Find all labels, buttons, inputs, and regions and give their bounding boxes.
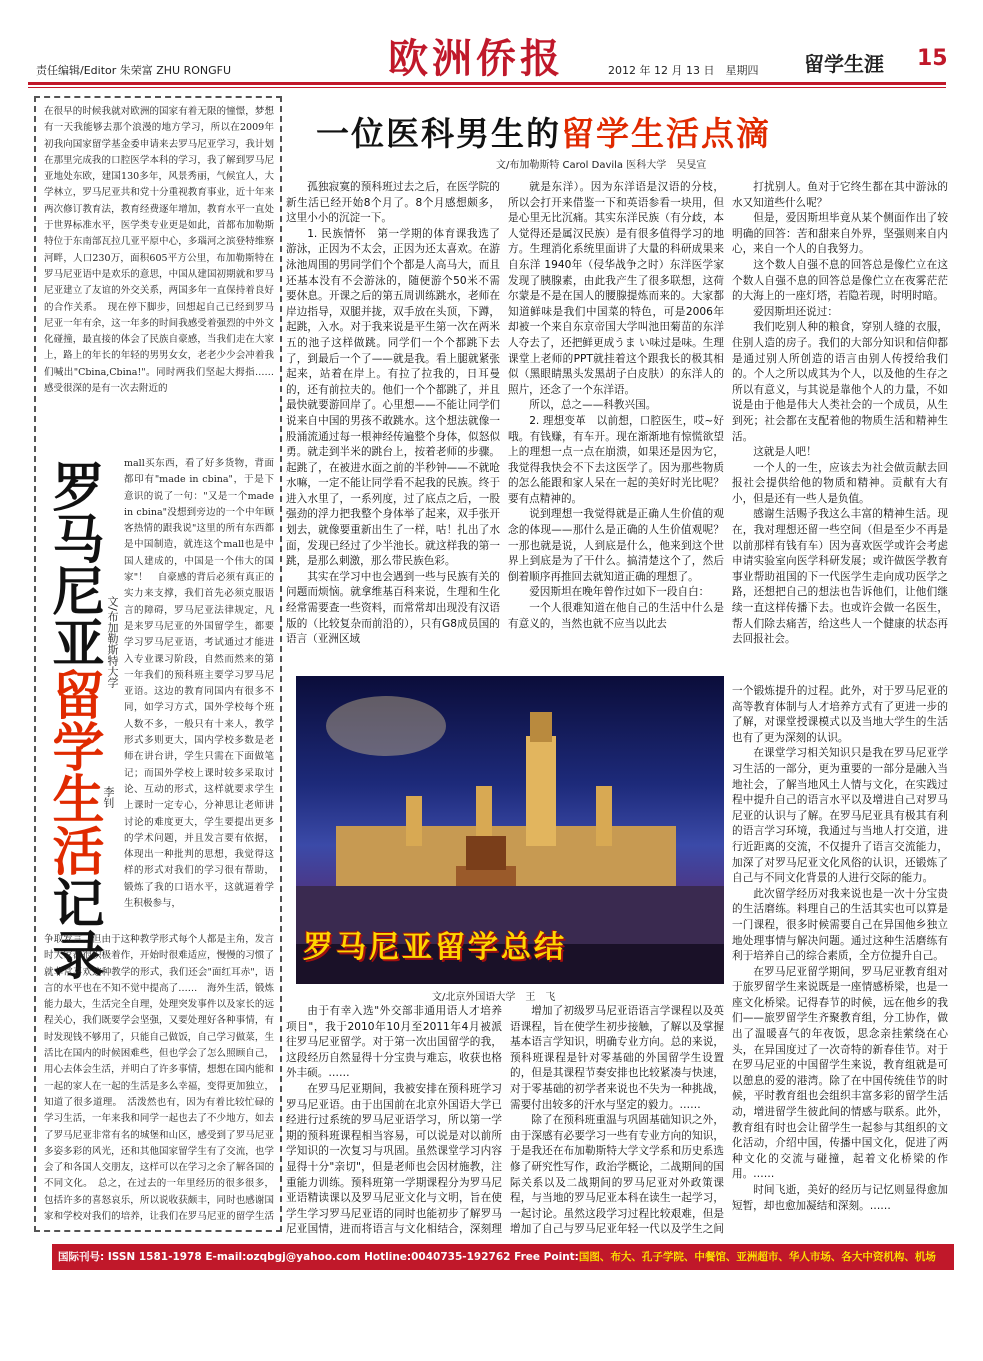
paragraph: 一个锻炼提升的过程。此外，对于罗马尼亚的高等教育体制与人才培养方式有了更进一步的了解，对课堂授课模式以及当地大学生的生活也有了更为深刻的认识。 — [732, 685, 948, 744]
article1-column-1 — [286, 180, 500, 668]
paragraph: 在罗马尼亚留学期间，罗马尼亚教育组对于旅罗留学生来说既是一座情感桥梁，也是一座文化桥梁。记得春节的时候，远在他乡的我们——旅罗留学生齐聚教育组，分工协作，做出了温暖喜气的年夜饭，思念亲挂萦绕在心头，在异国度过了一次奇特的新春佳节。对于在罗马尼亚的中国留学生来说，教育组就是可以憩息的爱的港湾。除了在中国传统佳节的时候，平时教育组也会组织丰富多彩的留学生活动，增进留学生彼此间的情感与联系。此外，教育组有时也会让留学生一起参与其组织的文化活动，介绍中国，传播中国文化，促进了两种文化的交流与碰撞，起着文化桥梁的作用。…… — [732, 965, 948, 1181]
paragraph: 这就是人吧！ — [753, 446, 817, 459]
header-rule-thin — [28, 87, 946, 88]
paragraph: 所以，总之——科教兴国。 — [529, 399, 657, 412]
paragraph: 此次留学经历对我来说也是一次十分宝贵的生活磨练。料理自己的生活其实也可以算是一门课程，很多时候需要自己在异国他乡独立地处理事情与解决问题。通过这种生活磨练有利于培养自己的综合素质，全方位提升自己。 — [732, 887, 948, 963]
paragraph: 爱因斯坦还说过： — [753, 305, 838, 318]
paragraph: 2. 理想变革 以前想，口腔医生，哎~好哦。有钱赚，有车开。现在渐渐地有惊慌欲望上的理想一点一点在崩溃，如果还是因为它，我觉得我快会不下去这医学了。因为那些物质的怎么能跟和家人呆在一起的美好时光比呢？要有点精神的。 — [508, 414, 724, 505]
article2-column-1 — [286, 1004, 502, 1236]
paragraph: 除了在预科班重温与巩固基础知识之外，由于深感有必要学习一些有专业方向的知识，于是我还在布加勒斯特大学文学系和历史系选修了研究性写作，政治学概论，二战期间的国际关系以及二战期间的罗马尼亚对外政策课程，与当地的罗马尼亚本科在读生一起学习，一起讨论。虽然这段学习过程比较艰难，但是增加了自己与罗马尼亚年轻一代以及学生之间 — [510, 1114, 724, 1236]
sidebar-author: 李钊 — [102, 786, 115, 808]
article2-column-3 — [732, 684, 948, 1236]
header-rule — [28, 82, 946, 85]
paragraph: 孤独寂寞的预科班过去之后，在医学院的新生活已经开始8个月了。8个月感想颇多，这里小小的沉淀一下。 — [286, 181, 500, 225]
paragraph: 爱因斯坦在晚年曾作过如下一段自白： — [529, 586, 710, 599]
paragraph: 在课堂学习相关知识只是我在罗马尼亚学习生活的一部分，更为重要的一部分是融入当地社会，了解当地风土人情与文化，在实践过程中提升自己的语言水平以及增进自己对罗马尼亚的认识与了解。在罗马尼亚具有极其有利的语言学习环境，我通过与当地人打交道，进行近距离的交流，不仅提升了语言交流能力，加深了对罗马尼亚文化风俗的认识，还锻炼了自己与不同文化背景的人进行交际的能力。 — [732, 747, 948, 885]
paragraph: 就是东洋）。因为东洋语是汉语的分枝，所以会打开来借鉴一下和英语参看一块用，但是心里无比沉痛。其实东洋民族（有分歧，本人觉得还是属汉民族）是有很多值得学习的地方。生理消化系统里面讲了大量的科研成果来自东洋 1940年（侵华战争之时）东洋医学家发现了胰腺素，由此我产生了很多联想，这荷尔蒙是不是在国人的腰腺提炼而来的。大家都知道鲜味是我们中国菜的特色，可是2006年却被一个来自东京帝国大学叫池田菊苗的东洋人夺去了，还把鲜更成うま い味过是味。生理课堂上老师的PPT就挂着这个跟我长的极其相似（黑眼睛黑头发黑胡子白皮肤）的东洋人的照片，还念了一个东洋语。 — [508, 181, 724, 396]
paragraph: 这个数人自强不息的回答总是像伫立在这个数人自强不息的回答总是像伫立在夜雾茫茫的大海上的一座灯塔，若隐若现，时明时暗。 — [732, 258, 948, 303]
paragraph: 但是，爱因斯坦毕竟从某个侧面作出了较明确的回答：苦和甜来自外界，坚强则来自内心，来自一个人的自我努力。 — [732, 212, 948, 256]
sidebar-title-black-1: 罗马尼亚 — [43, 460, 104, 668]
sidebar-text-top: 在很早的时候我就对欧洲的国家有着无限的憧憬，梦想有一天我能够去那个浪漫的地方学习，所以在2009年初我向国家留学基金委申请来去罗马尼亚学习，我计划在那里完成我的口腔医学本科的学习，我了解到罗马尼亚地处东欧，建国130多年，风景秀丽，气候宜人，大学林立，罗马尼亚共和党十分重视教育事业，近十年来两次修订教育法，教育经费逐年增加，教育水平一直处于世界标准水平，医学类专业更是如此，首都布加勒斯特位于东南部瓦拉几亚平原中心，多瑙河之滨登特维察河畔，人口230万，面积605平方公里，布加勒斯特在罗马尼亚语中是欢乐的意思，中国从建国初期就和罗马尼亚建立了友谊的外交关系，两国多年一直保持着良好的合作关系。 现在停下脚步，回想起自己已经到罗马尼亚一年有余，这一年多的时间我感受着强烈的中外文化碰撞，最直接的体会了民族自豪感，当我们走在大家上，路上的年长的年轻的男男女女，老老少少会冲着我们喊出"Cbina,Cbina!"。同时两我们坚起大拇指……感受很深的是有一次去附近的 — [44, 106, 274, 395]
article1-column-3 — [732, 180, 948, 668]
issue-date: 2012 年 12 月 13 日 星期四 — [608, 64, 759, 77]
sidebar-vertical-title — [43, 460, 112, 980]
paragraph: 感谢生活赐予我这么丰富的精神生活。现在，我对理想还留一些空间（但是至少不再是以前那样有钱有车）因为喜欢医学或许会考虑申请实验室向医学科研发展；或许做医学教育事业帮助祖国的下一代医学生走向成功医学之路，还想把自己的想法也告诉他们，让他们继续一直这样传播下去。也或许会做一名医生，帮人们除去痛苦，给这些人一个健康的状态再去回报社会。 — [732, 508, 948, 646]
footer-points: 国图、布大、孔子学院、中餐馆、亚洲超市、华人市场、各大中资机构、机场 — [578, 1251, 936, 1263]
footer-issn: 国际刊号: ISSN 1581-1978 E-mail:ozqbgj@yahoo.com Hotline:0040735-192762 Free Point: — [58, 1251, 579, 1263]
editor-credit: 责任编辑/Editor 朱荣富 ZHU RONGFU — [36, 64, 232, 77]
section-title: 留学生涯 — [804, 52, 884, 76]
paragraph: 由于有幸入选"外交部非通用语人才培养项目"，我于2010年10月至2011年4月被派往罗马尼亚留学。对于第一次出国留学的我，这段经历自然显得十分宝贵与难忘，收获也格外丰硕。…… — [286, 1005, 502, 1080]
article-title-red: 留学生活点滴 — [561, 114, 771, 153]
article-title-black: 一位医科男生的 — [316, 114, 561, 153]
masthead-logo: 欧洲侨报 — [388, 35, 564, 82]
paragraph: 打扰别人。鱼对于它终生都在其中游泳的水又知道些什么呢？ — [732, 181, 948, 209]
paragraph: 1. 民族情怀 第一学期的体育课我选了游泳，正因为不太会，正因为还太喜欢。在游泳池周围的男同学们个个都是人高马大，而且还基本没有不会游泳的，随便游个50米不需要休息。开课之后的第五周训练跳水，老师在岸边指导，双腿并拢，双手放在头顶，下蹲，起跳，入水。对于我来说是平生第一次在两米五的池子这样做跳。同学们一个个都跳下去了，到最后一个了——就是我。看上腿就紧张起来，站着在岸上。有拉了拉我的，日耳曼的，还有前拉夫的。他们一个个都跳了，并且最快就要游回岸了。心里想——不能让同学们说来自中国的男孩不敢跳水。这个想法就像一股涌流通过每一根神经传遍整个身体，似怒似勇。就走到半米的跳台上，按着老师的步骤。起跳了，在被进水面之前的半秒钟——不就呛水嘛，一定不能让同学看不起我的民族。终于进入水里了，一系列度，过了底点之后，一股强劲的浮力把我整个身体举了起来，双手张开划去，就像要重新出生了一样，咕！扎出了水面，发现已经过了少半池长。就这样我的第一跳，是那么刺激，那么带民族色彩。 — [286, 227, 500, 568]
paragraph: 一个人很难知道在他自己的生活中什么是有意义的，当然也就不应当以此去 — [508, 602, 724, 630]
paragraph: 其实在学习中也会遇到一些与民族有关的问题而烦恼。就拿维基百科来说，生理和生化经常需要查一些资料，而常常却出现没有汉语版的（比较复杂而前沿的），只有G8成员国的语言（亚洲区域 — [286, 570, 500, 646]
paragraph: 说到理想一我觉得就是正确人生价值的观念的体现——那什么是正确的人生价值观呢？一那也就是说，人到底是什么，他来到这个世界上到底是为了干什么。搞清楚这个了，然后倒着顺序再推回去就知道正确的理想了。 — [508, 508, 724, 583]
page-number: 15 — [917, 46, 948, 71]
sidebar-title-black-2: 记录 — [43, 876, 104, 980]
article1-byline: 文/布加勒斯特 Carol Davila 医科大学 吴旻宣 — [496, 160, 707, 171]
paragraph: 在罗马尼亚期间，我被安排在预科班学习罗马尼亚语。由于出国前在北京外国语大学已经进行过系统的罗马尼亚语学习，所以第一学期的预科班课程相当容易，可以说是对以前所学知识的一次复习与巩固。虽然课堂学习内容显得十分"亲切"，但是老师也会因材施教，注重能力训练。预科班第一学期课程分为罗马尼亚语精读课以及罗马尼亚文化与文明，旨在使学生学习罗马尼亚语的同时也能初步了解罗马尼亚国情，进而将语言与文化相结合，深刻理 — [286, 1082, 502, 1236]
footer-bar — [52, 1244, 954, 1270]
article1-column-2 — [508, 180, 724, 668]
article-title — [316, 108, 926, 155]
sidebar-text-mid: mall买东西，看了好多货物，背面都印有"made in cbina"，于是下意识的说了一句："又是一个made in cbina"没想到旁边的一个中年顾客热情的跟我说"这里的所有东西都是中国制造，就连这个mall也是中国人建成的，中国是一个伟大的国家"！ 自豪感的背后必须有真正的实力来支撑，我们首先必须克服语言的障碍，罗马尼亚法律规定，凡是来罗马尼亚的外国留学生，都要学习罗马尼亚语，考试通过才能进入专业课习阶段，自然而然来的第一年我们的预科班主要学习罗马尼亚语。这边的教育同国内有很多不同，如学习方式，国外学校每个班人数不多，一般只有十来人，教学形式多则更大，国内学校多数是老师在讲台讲，学生只需在下面做笔记；而国外学校上课时较多采取讨论、互动的形式，这样就要求学生上课时一定专心，分神思让老师讲讨论的难度更大，学生要提出更多的学术问题，并且发言要有依据，体现出一种批判的思想，我觉得这样的形式对我们的学习很有帮助，锻炼了我的口语水平，这就逼着学生积极参与， — [124, 458, 274, 910]
article2-byline: 文/北京外国语大学 王 飞 — [432, 992, 556, 1003]
sidebar-title-red: 留学生活 — [43, 668, 104, 876]
article2-column-2 — [510, 1004, 724, 1236]
paragraph: 时间飞逝，美好的经历与记忆则显得愈加短暂，却也愈加凝结和深刻。…… — [732, 1184, 948, 1212]
sidebar-text-bottom: 争取发言。但由于这种教学形式每个人都是主角，发言时大家都很积极着作，开始时很难适应，慢慢的习惯了就非常喜欢这种教学的形式，我们还会"面红耳赤"，语言的水平也在不知不觉中提高了…… 海外生活，锻炼能力最大，生活完全自理，处理突发事件以及家长的远程关心，我们既要学会坚强，又要处理好各种事情，有时发现钱不够用了，只能自己做饭，自己学习做菜，生活比在国内的时候困难些，但也学会了怎么照顾自己，用心去体会生活，并明白了许多事情，想想在国内能和一起的家人在一起的生活是多么幸福，变得更加独立，知道了很多道理。 活泼然也有，因为有着比较忙碌的学习生活，一年来我和同学一起也去了不少地方，如去了罗马尼亚非常有名的城堡和山区，感受到了罗马尼亚多姿多彩的风光，还和其他国家留学生有了交流，也学会了和各国人交朋友，这样可以在学习之余了解各国的不同文化。 总之，在过去的一年里经历的很多很多，包括许多的喜怒哀乐，所以说收获颇丰，同时也感谢国家和学校对我们的培养，让我们在罗马尼亚的留学生活 — [44, 934, 274, 1223]
paragraph: 我们吃别人种的粮食，穿别人缝的衣服，住别人造的房子。我们的大部分知识和信仰都是通过别人所创造的语言由别人传授给我们的。个人之所以成其为个人，以及他的生存之所以有意义，与其说是靠他个人的力量，不如说是由于他是伟大人类社会的一个成员，从生到死；社会都在支配着他的物质生活和精神生活。 — [732, 321, 948, 443]
photo-caption: 罗马尼亚留学总结 — [303, 930, 567, 965]
sidebar-byline: 文/布加勒斯特大学 — [106, 596, 119, 688]
paragraph: 一个人的一生，应该去为社会做贡献去回报社会提供给他的物质和精神。贡献有大有小，但是还有一些人是负值。 — [732, 461, 948, 505]
paragraph: 增加了初级罗马尼亚语语言学课程以及英语课程，旨在使学生初步接触，了解以及掌握基本语言学知识，明确专业方向。总的来说，预科班课程是针对零基础的外国留学生设置的，但是其课程节奏安排也比较紧凑与快速，对于零基础的初学者来说也不失为一种挑战，需要付出较多的汗水与坚定的毅力。…… — [510, 1005, 724, 1111]
